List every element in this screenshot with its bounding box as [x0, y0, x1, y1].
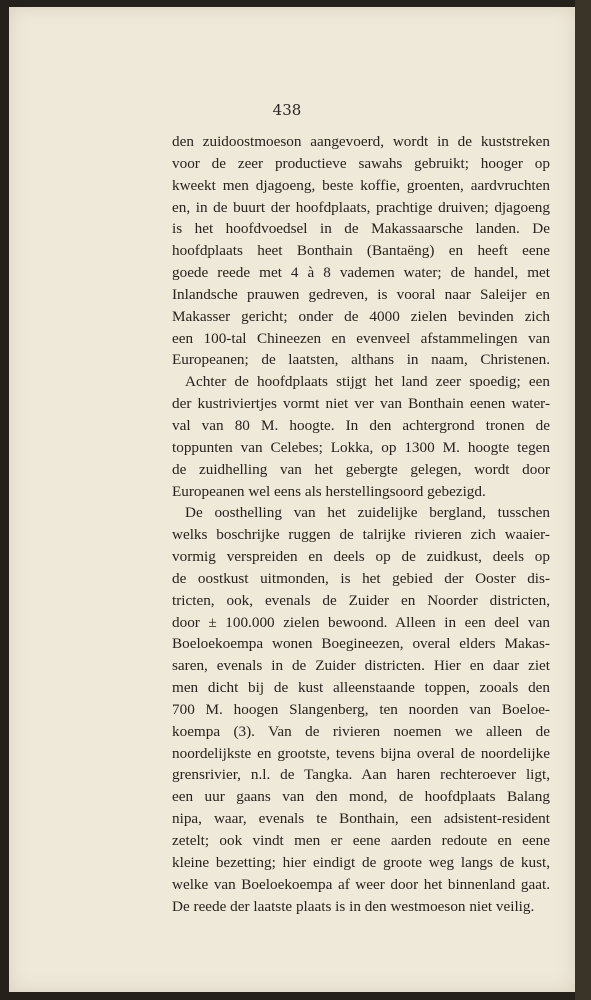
text-line: Achter de hoofdplaats stijgt het land zeer spoedig; een [185, 373, 550, 391]
text-line: hoofdplaats heet Bonthain (Bantaëng) en heeft eene [172, 242, 550, 260]
text-line: tricten, ook, evenals de Zuider en Noorder districten, [172, 591, 550, 609]
text-line: 700 M. hoogen Slangenberg, ten noorden van Boeloe- [172, 700, 550, 718]
text-line: kleine bezetting; hier eindigt de groote weg langs de kust, [172, 853, 550, 871]
text-line: Europeanen; de laatsten, althans in naam, Christenen. [172, 351, 550, 369]
text-line: door ± 100.000 zielen bewoond. Alleen in een deel van [172, 613, 550, 631]
text-line: welks boschrijke ruggen de talrijke rivieren zich waaier- [172, 526, 550, 544]
text-line: Boeloekoempa wonen Boegineezen, overal elders Makas- [172, 635, 550, 653]
text-line: Inlandsche prauwen gedreven, is vooral naar Saleijer en [172, 285, 550, 303]
text-line: grensrivier, n.l. de Tangka. Aan haren rechteroever ligt, [172, 766, 550, 784]
text-line: Europeanen wel eens als herstellingsoord gebezigd. [172, 482, 486, 500]
text-line: en, in de buurt der hoofdplaats, prachtige druiven; djagoeng [172, 198, 550, 216]
text-line: een uur gaans van den mond, de hoofdplaats Balang [172, 788, 550, 806]
text-line: de zuidhelling van het gebergte gelegen, wordt door [172, 460, 550, 478]
text-line: den zuidoostmoeson aangevoerd, wordt in de kuststreken [172, 133, 550, 150]
text-line: voor de zeer productieve sawahs gebruikt; hooger op [172, 154, 550, 172]
text-line: een 100-tal Chineezen en evenveel afstammelingen van [172, 329, 550, 347]
text-line: toppunten van Celebes; Lokka, op 1300 M. hoogte tegen [172, 438, 550, 456]
text-line: De reede der laatste plaats is in den westmoeson niet veilig. [172, 897, 535, 915]
text-line: de oostkust uitmonden, is het gebied der Ooster dis- [172, 569, 550, 587]
text-line: Makasser gericht; onder de 4000 zielen bevinden zich [172, 307, 550, 325]
text-line: men dicht bij de kust alleenstaande toppen, zooals den [172, 679, 550, 697]
text-line: der kustriviertjes vormt niet ver van Bonthain eenen water- [172, 395, 550, 413]
text-line: welke van Boeloekoempa af weer door het binnenland gaat. [172, 875, 550, 893]
text-line: is het hoofdvoedsel in de Makassaarsche landen. De [172, 220, 550, 238]
text-line: zetelt; ook vindt men er eene aarden redoute en eene [172, 832, 550, 849]
text-line: noordelijkste en grootste, tevens bijna overal de noordelijke [172, 744, 550, 762]
text-line: val van 80 M. hoogte. In den achtergrond tronen de [172, 416, 550, 434]
text-line: nipa, waar, evenals te Bonthain, een adsistent-resident [172, 810, 550, 828]
body-text [172, 131, 550, 917]
text-line: saren, evenals in de Zuider districten. Hier en daar ziet [172, 657, 550, 675]
text-line: vormig verspreiden en deels op de zuidkust, deels op [172, 548, 550, 566]
book-page [9, 7, 575, 992]
page-number: 438 [272, 101, 302, 119]
text-line: kweekt men djagoeng, beste koffie, groenten, aardvruchten [172, 176, 550, 194]
page-edge-shadow [575, 0, 591, 1000]
text-line: goede reede met 4 à 8 vademen water; de handel, met [172, 264, 550, 282]
text-line: De oosthelling van het zuidelijke bergland, tusschen [185, 504, 550, 522]
text-line: koempa (3). Van de rivieren noemen we alleen de [172, 722, 550, 740]
